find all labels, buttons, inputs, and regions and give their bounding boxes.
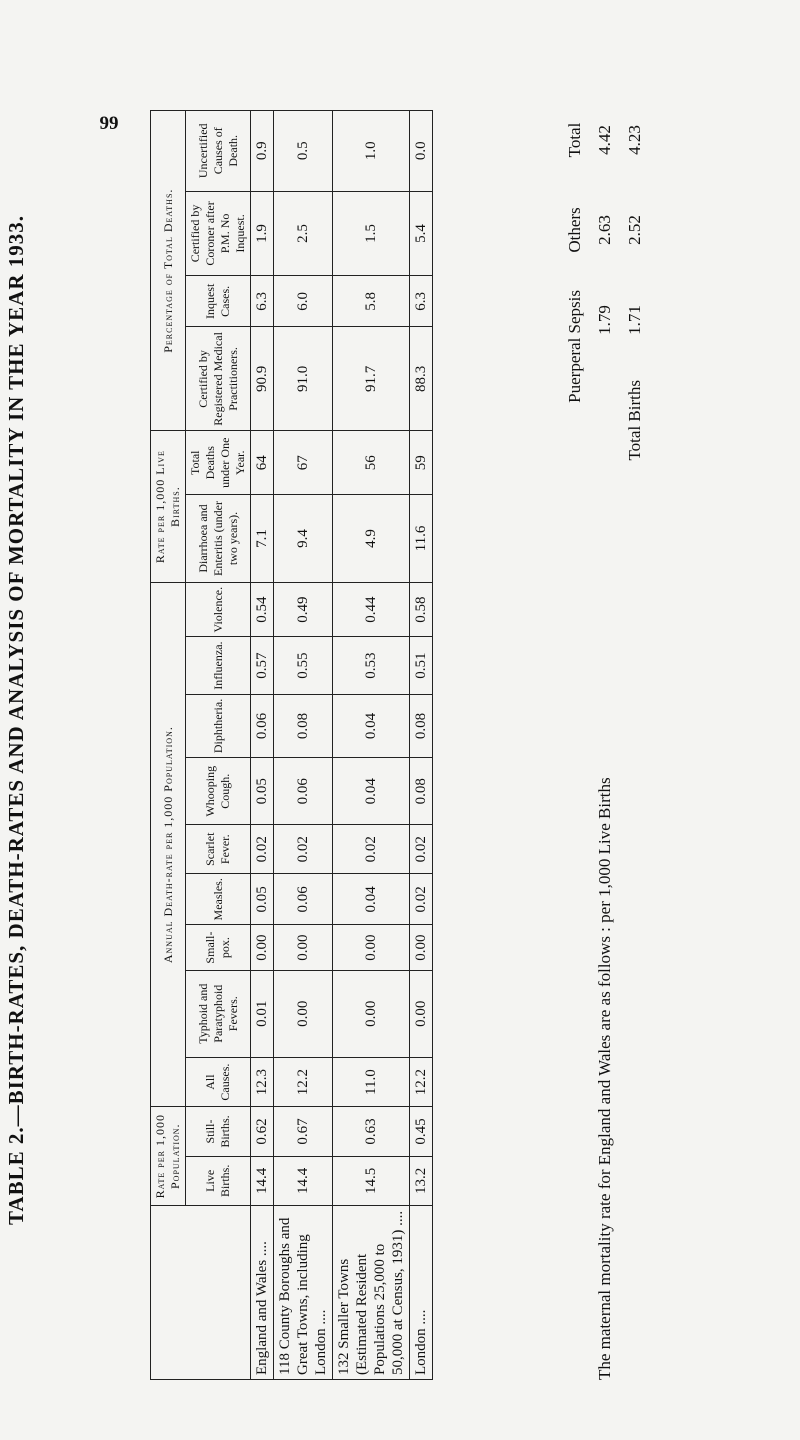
table-title: TABLE 2.—BIRTH-RATES, DEATH-RATES AND ANALYSIS OF MORTALITY IN THE YEAR 1933. <box>4 215 28 1226</box>
table-cell: 0.51 <box>410 637 433 694</box>
footer-live-total: 4.42 <box>595 125 614 155</box>
column-header: Diarrhoea and Enteritis (under two years). <box>186 495 251 583</box>
column-header: Whooping Cough. <box>186 758 251 825</box>
table-row <box>410 111 433 1380</box>
table-cell: 1.9 <box>251 191 274 276</box>
table-cell: 0.00 <box>251 925 274 970</box>
table-cell: 0.08 <box>410 694 433 757</box>
table-cell: 0.04 <box>333 758 410 825</box>
footer-total-others: 2.52 <box>625 215 644 245</box>
table-cell: 0.55 <box>274 637 333 694</box>
table-cell: 0.0 <box>410 111 433 192</box>
footer-live-sepsis: 1.79 <box>595 305 614 335</box>
group-death: Annual Death-rate per 1,000 Population. <box>151 582 186 1107</box>
row-label: England and Wales .... <box>251 1206 274 1380</box>
table-cell: 0.05 <box>251 874 274 925</box>
table-cell: 12.2 <box>410 1057 433 1107</box>
table-cell: 4.9 <box>333 495 410 583</box>
table-cell: 56 <box>333 431 410 495</box>
column-header: Live Births. <box>186 1156 251 1205</box>
table-cell: 6.3 <box>251 276 274 327</box>
table-cell: 0.00 <box>274 970 333 1057</box>
table-cell: 0.00 <box>410 925 433 970</box>
table-cell: 9.4 <box>274 495 333 583</box>
column-header: Certified by Registered Medical Practitioners. <box>186 327 251 431</box>
table-cell: 14.4 <box>251 1156 274 1205</box>
footer-total-total: 4.23 <box>625 125 644 155</box>
footer-header-total: Total <box>565 122 584 158</box>
column-header: Violence. <box>186 582 251 637</box>
group-pct: Percentage of Total Deaths. <box>151 111 186 431</box>
footer-text-2: Total Births <box>625 380 644 461</box>
table-cell: 0.00 <box>333 925 410 970</box>
table-cell: 0.45 <box>410 1107 433 1156</box>
table-cell: 0.67 <box>274 1107 333 1156</box>
table-cell: 88.3 <box>410 327 433 431</box>
table-cell: 0.04 <box>333 874 410 925</box>
group-birth: Rate per 1,000 Population. <box>151 1107 186 1206</box>
table-cell: 0.5 <box>274 111 333 192</box>
column-header: All Causes. <box>186 1057 251 1107</box>
table-cell: 0.58 <box>410 582 433 637</box>
column-header: Influenza. <box>186 637 251 694</box>
table-cell: 0.44 <box>333 582 410 637</box>
maternal-mortality-footnote <box>555 110 645 1380</box>
table-cell: 12.3 <box>251 1057 274 1107</box>
table-cell: 0.06 <box>274 874 333 925</box>
column-header: Measles. <box>186 874 251 925</box>
column-header: Still-Births. <box>186 1107 251 1156</box>
table-cell: 2.5 <box>274 191 333 276</box>
page-number: 99 <box>99 113 119 134</box>
table-cell: 64 <box>251 431 274 495</box>
column-header: Certified by Coroner after P.M. No Inquest. <box>186 191 251 276</box>
table-cell: 0.06 <box>274 758 333 825</box>
table-cell: 91.7 <box>333 327 410 431</box>
table-cell: 5.8 <box>333 276 410 327</box>
table-cell: 14.5 <box>333 1156 410 1205</box>
table-cell: 0.63 <box>333 1107 410 1156</box>
footer-text: The maternal mortality rate for England and Wales are as follows : per 1,000 Live Births <box>595 777 614 1380</box>
group-live: Rate per 1,000 Live Births. <box>151 431 186 583</box>
table-cell: 12.2 <box>274 1057 333 1107</box>
footer-header-others: Others <box>565 207 584 253</box>
row-header-blank <box>151 1206 251 1380</box>
table-cell: 1.5 <box>333 191 410 276</box>
table-cell: 7.1 <box>251 495 274 583</box>
table-cell: 6.0 <box>274 276 333 327</box>
column-header: Uncertified Causes of Death. <box>186 111 251 192</box>
table-cell: 0.53 <box>333 637 410 694</box>
row-label: 132 Smaller Towns (Estimated Resident Populations 25,000 to 50,000 at Census, 1931) .... <box>333 1206 410 1380</box>
table-cell: 90.9 <box>251 327 274 431</box>
footer-header-sepsis: Puerperal Sepsis <box>565 290 584 403</box>
table-cell: 0.06 <box>251 694 274 757</box>
table-cell: 0.02 <box>410 874 433 925</box>
table-cell: 0.05 <box>251 758 274 825</box>
table-cell: 0.9 <box>251 111 274 192</box>
table-cell: 0.02 <box>251 825 274 874</box>
table-cell: 0.00 <box>333 970 410 1057</box>
mortality-table <box>150 110 433 1380</box>
table-cell: 0.02 <box>333 825 410 874</box>
table-row <box>274 111 333 1380</box>
footer-total-sepsis: 1.71 <box>625 305 644 335</box>
table-cell: 0.57 <box>251 637 274 694</box>
table-cell: 1.0 <box>333 111 410 192</box>
row-label: London .... <box>410 1206 433 1380</box>
table-cell: 91.0 <box>274 327 333 431</box>
table-cell: 0.02 <box>410 825 433 874</box>
table-cell: 6.3 <box>410 276 433 327</box>
column-header: Typhoid and Paratyphoid Fevers. <box>186 970 251 1057</box>
table-cell: 5.4 <box>410 191 433 276</box>
table-row <box>251 111 274 1380</box>
table-cell: 0.04 <box>333 694 410 757</box>
table-cell: 0.08 <box>410 758 433 825</box>
table-cell: 0.00 <box>274 925 333 970</box>
row-label: 118 County Boroughs and Great Towns, including London .... <box>274 1206 333 1380</box>
table-cell: 0.02 <box>274 825 333 874</box>
table-cell: 67 <box>274 431 333 495</box>
table-row <box>333 111 410 1380</box>
column-header: Scarlet Fever. <box>186 825 251 874</box>
column-header: Inquest Cases. <box>186 276 251 327</box>
footer-live-others: 2.63 <box>595 215 614 245</box>
table-cell: 0.49 <box>274 582 333 637</box>
table-cell: 0.08 <box>274 694 333 757</box>
table-cell: 0.62 <box>251 1107 274 1156</box>
column-header: Diphtheria. <box>186 694 251 757</box>
table-cell: 11.0 <box>333 1057 410 1107</box>
table-cell: 0.00 <box>410 970 433 1057</box>
column-header: Small-pox. <box>186 925 251 970</box>
table-cell: 59 <box>410 431 433 495</box>
table-cell: 13.2 <box>410 1156 433 1205</box>
table-cell: 0.01 <box>251 970 274 1057</box>
table-cell: 14.4 <box>274 1156 333 1205</box>
column-header: Total Deaths under One Year. <box>186 431 251 495</box>
table-cell: 11.6 <box>410 495 433 583</box>
table-cell: 0.54 <box>251 582 274 637</box>
